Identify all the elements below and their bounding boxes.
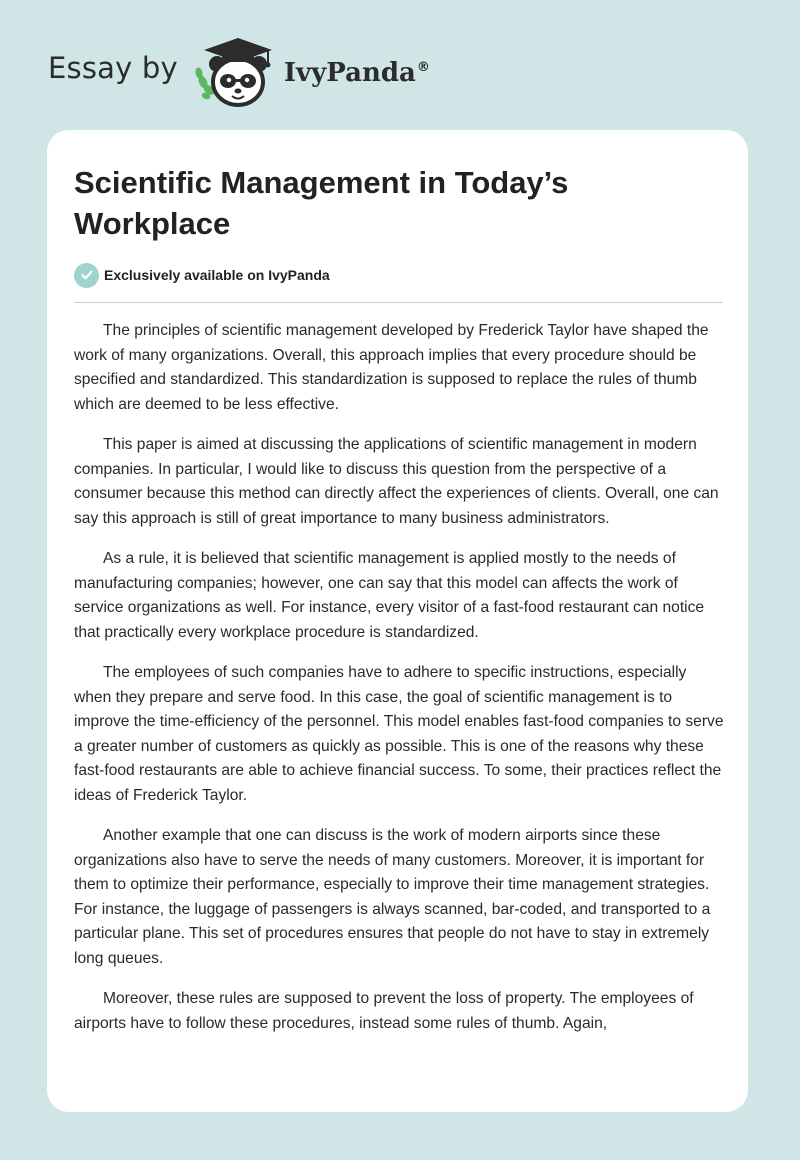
panda-logo-icon	[192, 34, 284, 112]
paragraph: Another example that one can discuss is the work of modern airports since these organizations also have to serve the needs of many customers. Moreover, it is important for them to optimize their performance, especially to improve their time management strategies. For instance, the luggage of passengers is always scanned, bar-coded, and transported to a particular plane. This set of procedures ensures that people do not have to stay in extremely long queues.	[74, 827, 711, 967]
paragraph: This paper is aimed at discussing the applications of scientific management in modern companies. In particular, I would like to discuss this question from the perspective of a consumer because this method can directly affect the experiences of clients. Overall, one can say this approach is still of great importance to many business administrators.	[74, 436, 719, 527]
paragraph: As a rule, it is believed that scientific management is applied mostly to the needs of manufacturing companies; however, one can say that this model can affects the work of service organizations as well. For instance, every visitor of a fast-food restaurant can notice that practically every workplace procedure is standardized.	[74, 550, 705, 641]
brand-name-text: IvyPanda	[283, 58, 416, 88]
exclusive-badge-label: Exclusively available on IvyPanda	[104, 267, 330, 283]
registered-mark: ®	[416, 60, 430, 76]
paragraph: The employees of such companies have to adhere to specific instructions, especially when they prepare and serve food. In this case, the goal of scientific management is to improve the time-efficiency of the personnel. This model enables fast-food companies to serve a greater number of customers as quickly as possible. This is one of the reasons why these fast-food restaurants are able to achieve financial success. To some, their practices reflect the ideas of Frederick Taylor.	[74, 664, 724, 804]
essay-card	[47, 130, 748, 1112]
essay-title: Scientific Management in Today’s Workplace	[74, 165, 569, 241]
brand-header	[48, 34, 430, 112]
paragraph: Moreover, these rules are supposed to prevent the loss of property. The employees of airports have to follow these procedures, instead some rules of thumb. Again,	[74, 990, 694, 1032]
title-divider	[74, 302, 723, 303]
essay-body	[74, 319, 726, 1052]
brand-name	[284, 58, 430, 88]
brand-prefix: Essay by	[48, 51, 178, 85]
paragraph: The principles of scientific management developed by Frederick Taylor have shaped the work of many organizations. Overall, this approach implies that every procedure should be specified and standardized. This standardization is supposed to replace the rules of thumb which are deemed to be less effective.	[74, 322, 709, 413]
exclusive-badge	[74, 262, 330, 288]
checkmark-icon	[74, 263, 99, 288]
